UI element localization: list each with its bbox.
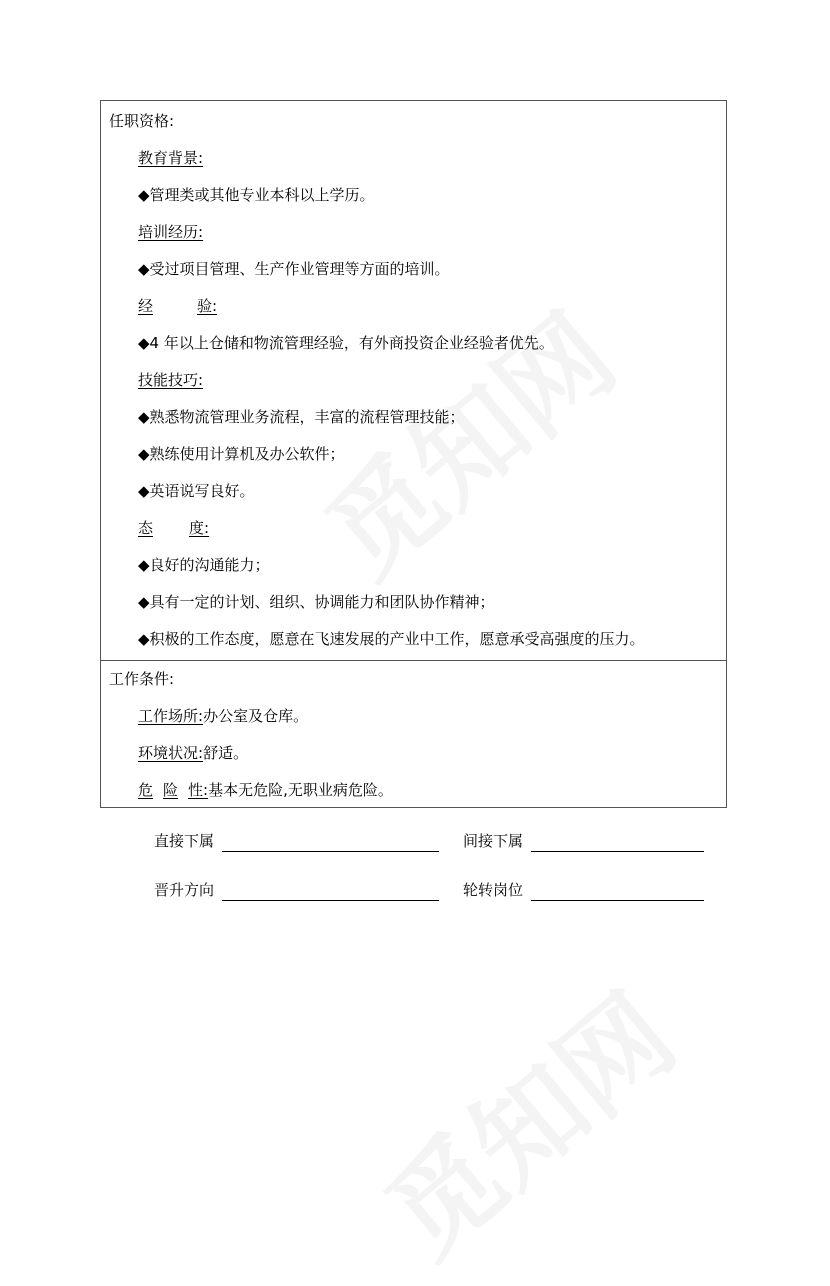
experience-item: ◆4 年以上仓储和物流管理经验，有外商投资企业经验者优先。	[138, 334, 554, 352]
rotation-position-field[interactable]	[531, 900, 704, 901]
attitude-item: ◆积极的工作态度，愿意在飞速发展的产业中工作，愿意承受高强度的压力。	[138, 630, 645, 648]
danger-row	[138, 780, 393, 800]
skills-label: 技能技巧:	[138, 371, 204, 389]
section-divider	[101, 660, 726, 661]
direct-subordinate-field[interactable]	[222, 851, 439, 852]
experience-label-a: 经	[138, 297, 154, 315]
skills-item: ◆英语说写良好。	[138, 482, 255, 500]
indirect-subordinate-field[interactable]	[531, 851, 704, 852]
work-place-row	[138, 706, 308, 726]
rotation-position-label: 轮转岗位	[463, 881, 524, 899]
environment-row	[138, 743, 248, 763]
work-place-value: 办公室及仓库。	[203, 707, 309, 725]
attitude-label-a: 态	[138, 519, 154, 537]
attitude-item: ◆具有一定的计划、组织、协调能力和团队协作精神；	[138, 593, 495, 611]
environment-label: 环境状况:	[138, 744, 204, 762]
experience-label-b: 验:	[197, 297, 218, 315]
attitude-label	[138, 518, 209, 538]
experience-label	[138, 296, 217, 316]
danger-label: 危 险 性:	[138, 781, 209, 799]
indirect-subordinate-label: 间接下属	[463, 832, 524, 850]
education-item: ◆管理类或其他专业本科以上学历。	[138, 186, 375, 204]
skills-item: ◆熟悉物流管理业务流程，丰富的流程管理技能；	[138, 408, 465, 426]
conditions-heading: 工作条件:	[109, 670, 175, 688]
direct-subordinate-label: 直接下属	[154, 832, 215, 850]
environment-value: 舒适。	[203, 744, 249, 762]
education-label: 教育背景:	[138, 149, 204, 167]
skills-item: ◆熟练使用计算机及办公软件；	[138, 445, 345, 463]
work-place-label: 工作场所:	[138, 707, 204, 725]
job-requirements-table	[100, 100, 727, 808]
promotion-direction-field[interactable]	[222, 900, 439, 901]
qualifications-heading: 任职资格:	[109, 112, 175, 130]
promotion-direction-label: 晋升方向	[154, 881, 215, 899]
attitude-item: ◆良好的沟通能力；	[138, 556, 270, 574]
training-item: ◆受过项目管理、生产作业管理等方面的培训。	[138, 260, 450, 278]
training-label: 培训经历:	[138, 223, 204, 241]
attitude-label-b: 度:	[189, 519, 210, 537]
danger-value: 基本无危险,无职业病危险。	[208, 781, 393, 799]
watermark	[348, 952, 702, 1285]
